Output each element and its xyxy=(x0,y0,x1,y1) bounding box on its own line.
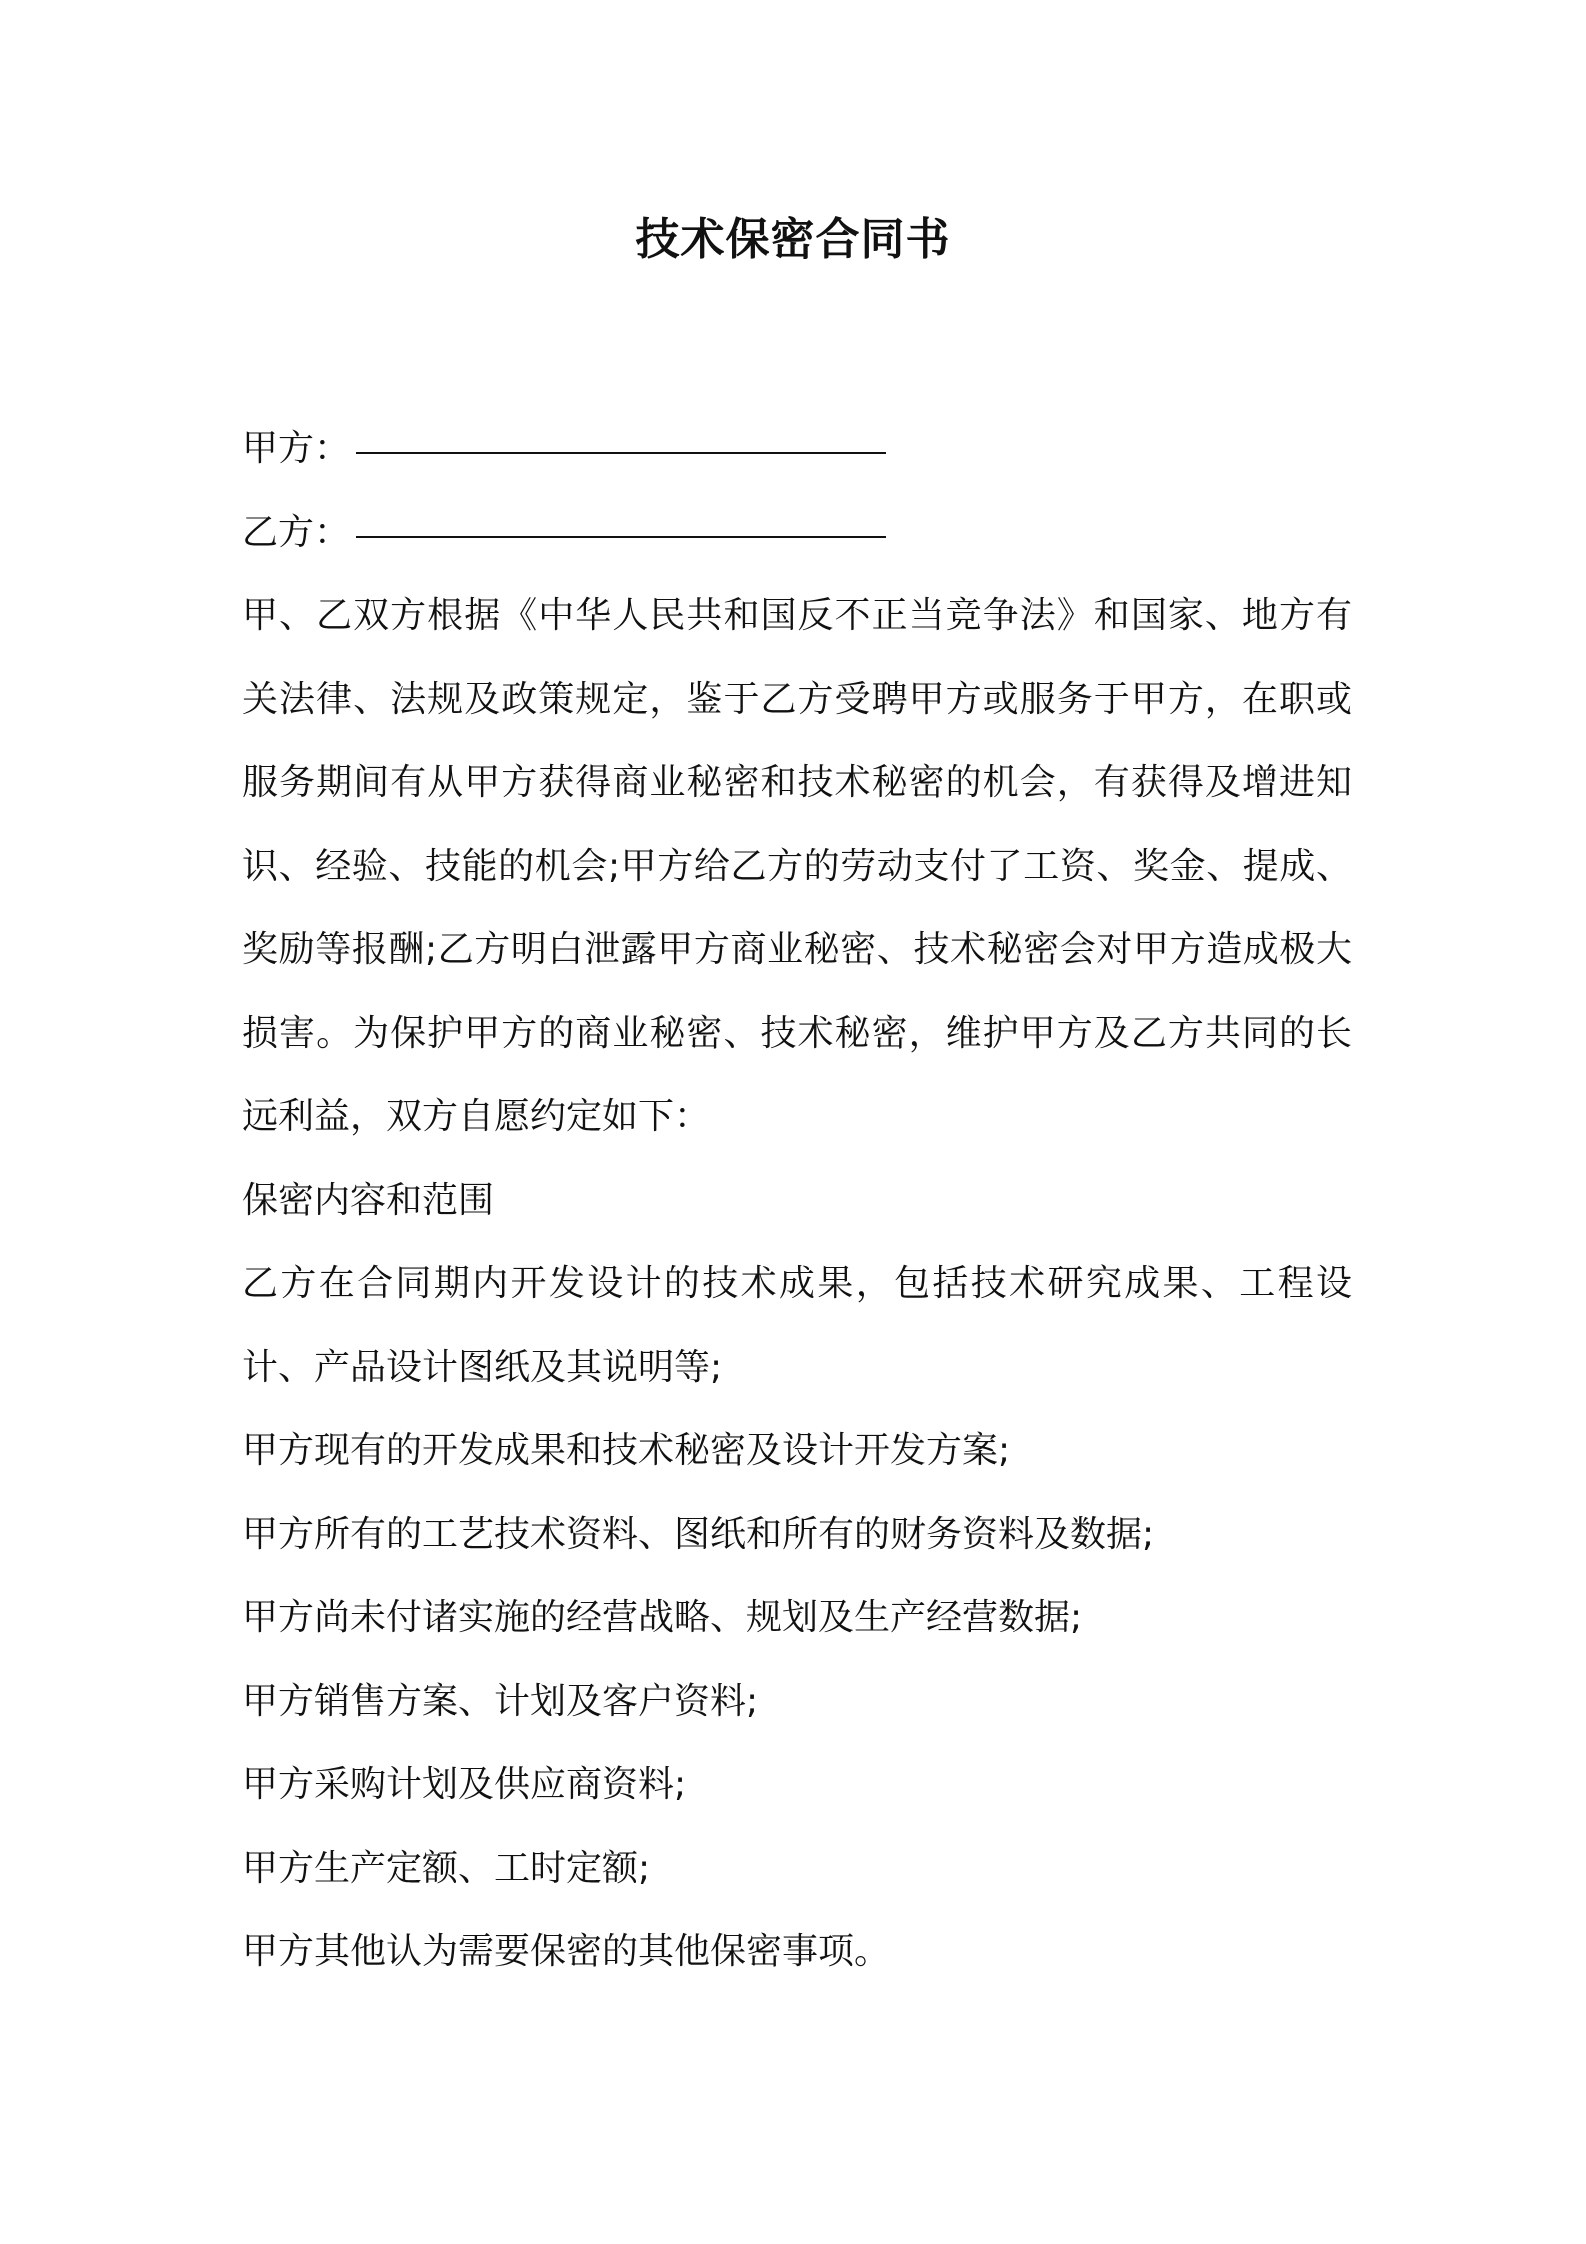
item-6: 甲方采购计划及供应商资料; xyxy=(242,1764,687,1805)
party-b-blank xyxy=(356,502,886,538)
item-4: 甲方尚未付诸实施的经营战略、规划及生产经营数据; xyxy=(242,1597,1083,1638)
item-1: 乙方在合同期内开发设计的技术成果，包括技术研究成果、工程设计、产品设计图纸及其说明等; xyxy=(242,1263,1352,1388)
party-b-label: 乙方： xyxy=(242,511,351,553)
party-a-line xyxy=(242,407,1352,491)
item-8: 甲方其他认为需要保密的其他保密事项。 xyxy=(242,1931,891,1972)
party-b-line xyxy=(242,491,1352,575)
party-a-label: 甲方： xyxy=(242,428,351,469)
document-title: 技术保密合同书 xyxy=(635,214,951,265)
item-2: 甲方现有的开发成果和技术秘密及设计开发方案; xyxy=(242,1430,1011,1471)
section-heading: 保密内容和范围 xyxy=(242,1179,495,1221)
item-3: 甲方所有的工艺技术资料、图纸和所有的财务资料及数据; xyxy=(242,1513,1155,1555)
document-body xyxy=(242,407,1352,1994)
item-7: 甲方生产定额、工时定额; xyxy=(242,1847,651,1889)
party-a-blank xyxy=(356,418,886,454)
intro-paragraph: 甲、乙双方根据《中华人民共和国反不正当竞争法》和国家、地方有关法律、法规及政策规定，鉴于乙方受聘甲方或服务于甲方，在职或服务期间有从甲方获得商业秘密和技术秘密的机会，有获得及增进知识、经验、技能的机会;甲方给乙方的劳动支付了工资、奖金、提成、奖励等报酬;乙方明白泄露甲方商业秘密、技术秘密会对甲方造成极大损害。为保护甲方的商业秘密、技术秘密，维护甲方及乙方共同的长远利益，双方自愿约定如下： xyxy=(242,595,1352,1137)
item-5: 甲方销售方案、计划及客户资料; xyxy=(242,1680,759,1722)
